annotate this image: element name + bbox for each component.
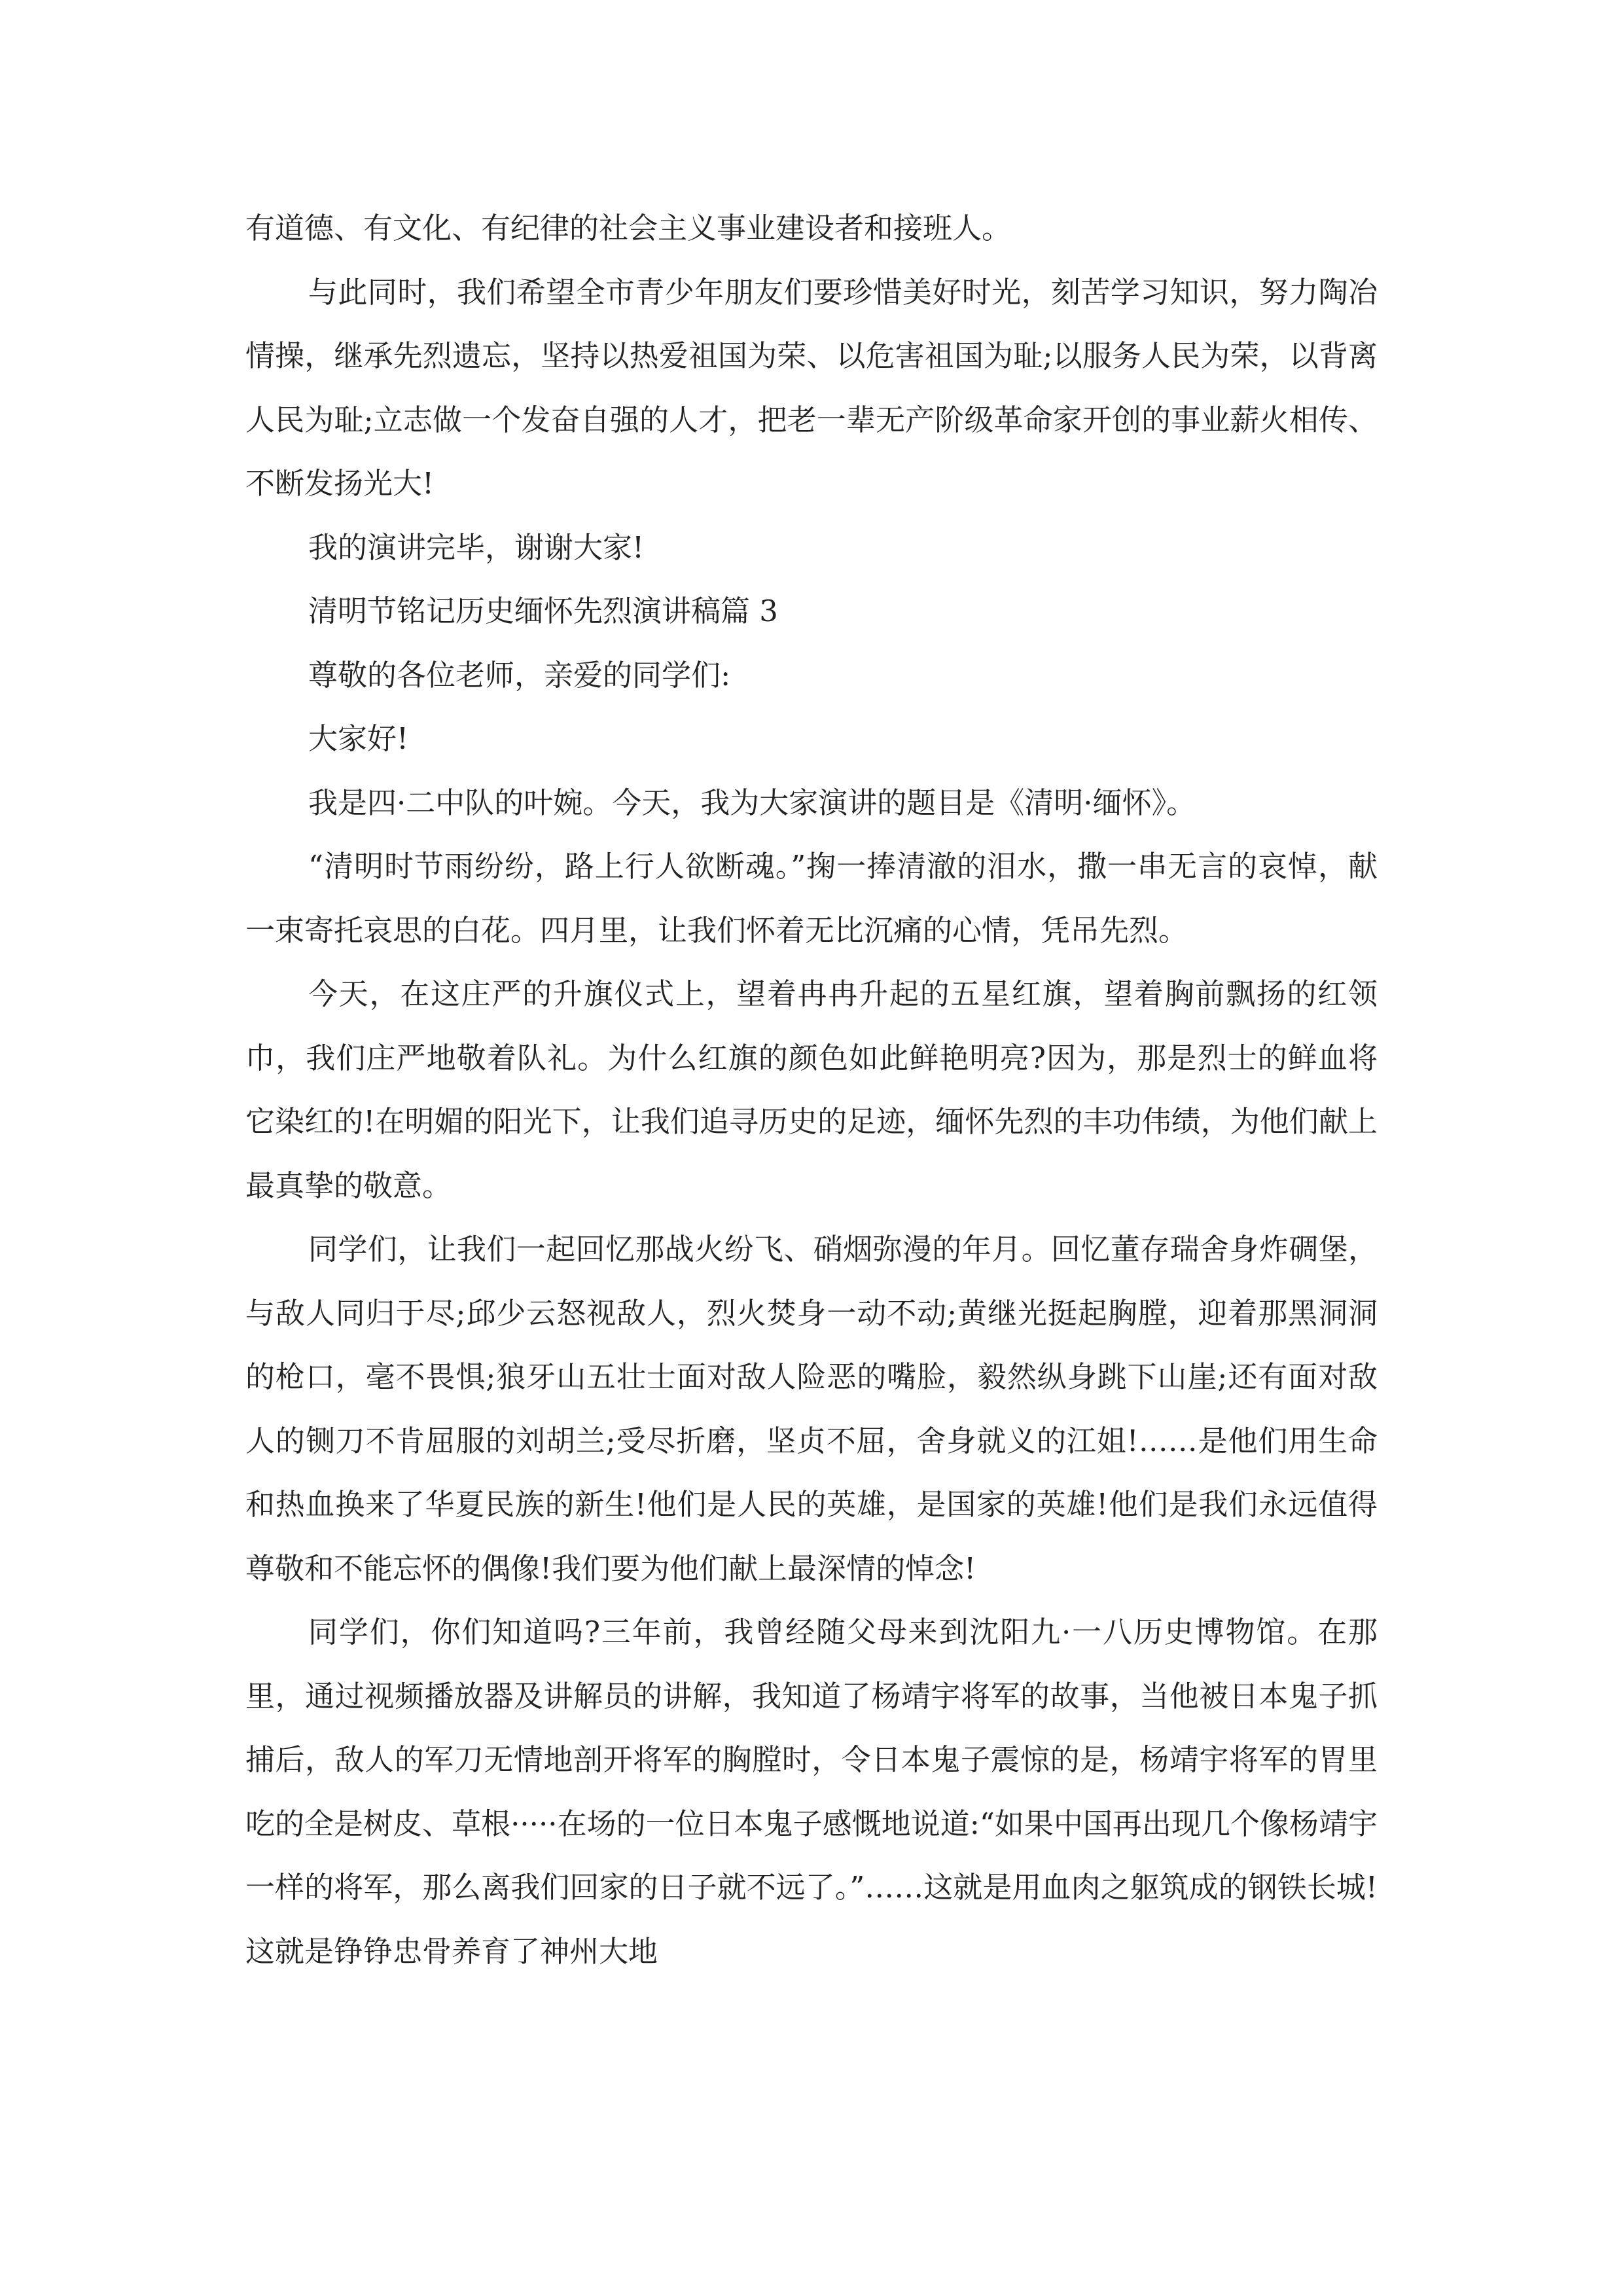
paragraph-heroes: 同学们，让我们一起回忆那战火纷飞、硝烟弥漫的年月。回忆董存瑞舍身炸碉堡，与敌人同归于尽;邱少云怒视敌人，烈火焚身一动不动;黄继光挺起胸膛，迎着那黑洞洞的枪口，毫不畏惧;狼牙山五壮士面对敌人险恶的嘴脸，毅然纵身跳下山崖;还有面对敌人的铡刀不肯屈服的刘胡兰;受尽折磨，坚贞不屈，舍身就义的江姐!……是他们用生命和热血换来了华夏民族的新生!他们是人民的英雄，是国家的英雄!他们是我们永远值得尊敬和不能忘怀的偶像!我们要为他们献上最深情的悼念! [245,1232,1378,1586]
paragraph-flag-ceremony: 今天，在这庄严的升旗仪式上，望着冉冉升起的五星红旗，望着胸前飘扬的红领巾，我们庄严地敬着队礼。为什么红旗的颜色如此鲜艳明亮?因为，那是烈士的鲜血将它染红的!在明媚的阳光下，让我们追寻历史的足迹，缅怀先烈的丰功伟绩，为他们献上最真挚的敬意。 [245,977,1378,1203]
section-title: 清明节铭记历史缅怀先烈演讲稿篇 3 [308,594,778,628]
document-body [245,196,1378,1983]
paragraph-intro: 我是四·二中队的叶婉。今天，我为大家演讲的题目是《清明·缅怀》。 [308,785,1196,820]
paragraph-museum: 同学们，你们知道吗?三年前，我曾经随父母来到沈阳九·一八历史博物馆。在那里，通过视频播放器及讲解员的讲解，我知道了杨靖宇将军的故事，当他被日本鬼子抓捕后，敌人的军刀无情地剖开将军的胸膛时，令日本鬼子震惊的是，杨靖宇将军的胃里吃的全是树皮、草根·····在场的一位日本鬼子感慨地说道:“如果中国再出现几个像杨靖宇一样的将军，那么离我们回家的日子就不远了。”……这就是用血肉之躯筑成的钢铁长城!这就是铮铮忠骨养育了神州大地 [245,1615,1378,1969]
paragraph-poem: “清明时节雨纷纷，路上行人欲断魂。”掬一捧清澈的泪水，撒一串无言的哀悼，献一束寄托哀思的白花。四月里，让我们怀着无比沉痛的心情，凭吊先烈。 [245,849,1378,948]
paragraph-continuation: 有道德、有文化、有纪律的社会主义事业建设者和接班人。 [245,211,1012,245]
paragraph-closing: 我的演讲完毕，谢谢大家! [308,529,645,565]
greeting: 大家好! [308,721,409,756]
salutation: 尊敬的各位老师，亲爱的同学们: [308,657,731,692]
paragraph-hope: 与此同时，我们希望全市青少年朋友们要珍惜美好时光，刻苦学习知识，努力陶冶情操，继承先烈遗忘，坚持以热爱祖国为荣、以危害祖国为耻;以服务人民为荣，以背离人民为耻;立志做一个发奋自强的人才，把老一辈无产阶级革命家开创的事业薪火相传、不断发扬光大! [245,274,1378,501]
